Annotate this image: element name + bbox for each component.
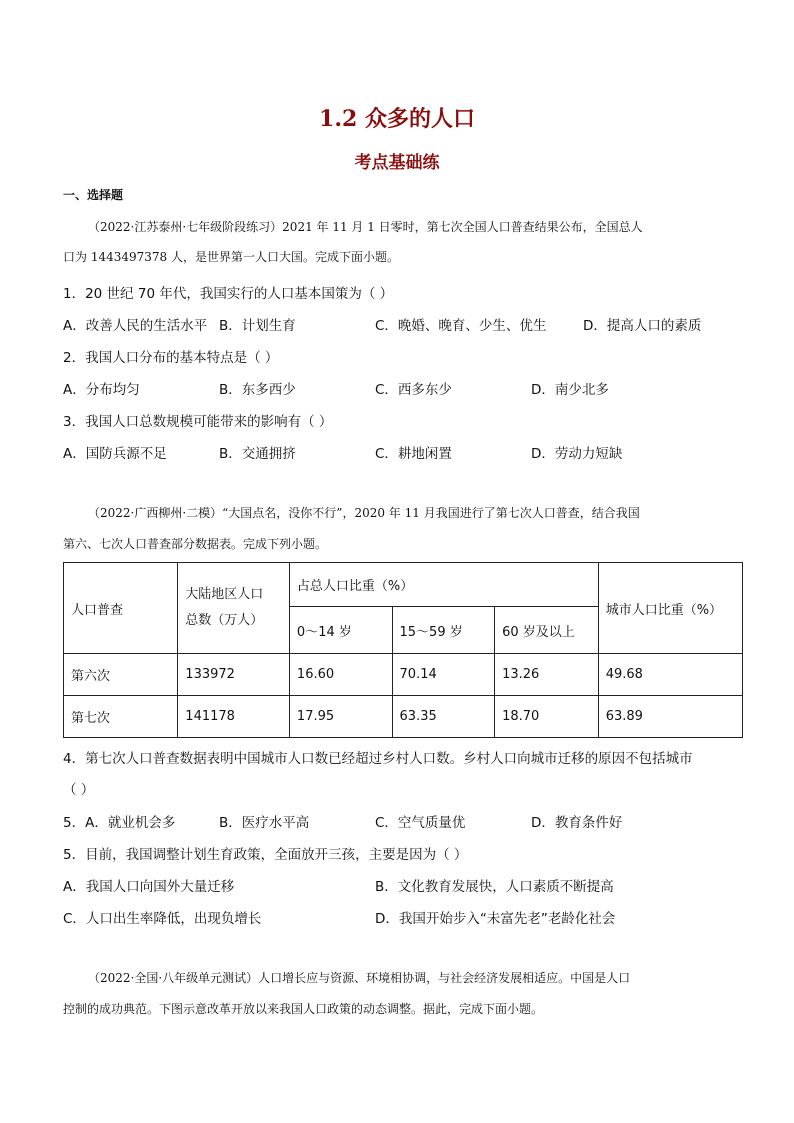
- question-3-stem: 3．我国人口总数规模可能带来的影响有（ ）: [63, 414, 333, 430]
- header-age-15-59: 15～59 岁: [392, 607, 495, 654]
- question-5-stem: 5．目前，我国调整计划生育政策，全面放开三孩，主要是因为（ ）: [63, 847, 468, 863]
- passage3-line2: 控制的成功典范。下图示意改革开放以来我国人口政策的动态调整。据此，完成下面小题。: [63, 1002, 544, 1016]
- header-urban: 城市人口比重（%）: [598, 563, 742, 654]
- section-heading: 一、选择题: [63, 188, 124, 202]
- row-age-15-59: 63.35: [392, 696, 495, 738]
- row-total: 141178: [178, 696, 290, 738]
- q3-option-a[interactable]: A．国防兵源不足: [63, 446, 167, 462]
- row-name: 第六次: [64, 654, 178, 696]
- header-mainland: [178, 563, 290, 654]
- q4-option-b[interactable]: B．医疗水平高: [219, 815, 310, 831]
- q1-option-c[interactable]: C．晚婚、晚育、少生、优生: [375, 318, 547, 334]
- q3-option-d[interactable]: D．劳动力短缺: [531, 446, 623, 462]
- q2-option-a[interactable]: A．分布均匀: [63, 382, 140, 398]
- row-urban: 49.68: [598, 654, 742, 696]
- row-age-15-59: 70.14: [392, 654, 495, 696]
- header-ratio: 占总人口比重（%）: [289, 563, 598, 607]
- row-name: 第七次: [64, 696, 178, 738]
- q1-option-d[interactable]: D．提高人口的素质: [583, 318, 702, 334]
- q2-option-d[interactable]: D．南少北多: [531, 382, 609, 398]
- q4-option-d[interactable]: D．教育条件好: [531, 815, 623, 831]
- question-4-stem: 4．第七次人口普查数据表明中国城市人口数已经超过乡村人口数。乡村人口向城市迁移的原因不包括城市: [63, 751, 693, 767]
- table-row: [64, 654, 743, 696]
- question-4-paren: （ ）: [63, 782, 95, 798]
- header-census: 人口普查: [64, 563, 178, 654]
- row-age-0-14: 17.95: [289, 696, 392, 738]
- header-age-0-14: 0～14 岁: [289, 607, 392, 654]
- page-subtitle: 考点基础练: [354, 153, 440, 173]
- q2-option-c[interactable]: C．西多东少: [375, 382, 452, 398]
- row-total: 133972: [178, 654, 290, 696]
- q3-option-b[interactable]: B．交通拥挤: [219, 446, 296, 462]
- header-mainland-line2: 总数（万人）: [185, 613, 264, 628]
- table-row: [64, 696, 743, 738]
- q1-option-b[interactable]: B．计划生育: [219, 318, 296, 334]
- q2-option-b[interactable]: B．东多西少: [219, 382, 296, 398]
- header-age-60-plus: 60 岁及以上: [495, 607, 599, 654]
- row-age-60-plus: 13.26: [495, 654, 599, 696]
- q5-option-c[interactable]: C．人口出生率降低，出现负增长: [63, 911, 262, 927]
- q5-option-a[interactable]: A．我国人口向国外大量迁移: [63, 879, 235, 895]
- header-mainland-line1: 大陆地区人口: [185, 587, 264, 602]
- row-urban: 63.89: [598, 696, 742, 738]
- q4-option-a[interactable]: 5．A．就业机会多: [63, 815, 176, 831]
- row-age-0-14: 16.60: [289, 654, 392, 696]
- question-1-stem: 1．20 世纪 70 年代，我国实行的人口基本国策为（ ）: [63, 286, 394, 302]
- question-2-stem: 2．我国人口分布的基本特点是（ ）: [63, 350, 279, 366]
- passage2-line1: （2022·广西柳州·二模）“大国点名，没你不行”，2020 年 11 月我国进行了第七次人口普查，结合我国: [88, 506, 640, 520]
- row-age-60-plus: 18.70: [495, 696, 599, 738]
- passage2-line2: 第六、七次人口普查部分数据表。完成下列小题。: [63, 537, 328, 551]
- q5-option-b[interactable]: B．文化教育发展快，人口素质不断提高: [375, 879, 614, 895]
- census-table: [63, 562, 743, 738]
- q3-option-c[interactable]: C．耕地闲置: [375, 446, 452, 462]
- passage1-line2: 口为 1443497378 人，是世界第一人口大国。完成下面小题。: [63, 250, 399, 264]
- passage1-line1: （2022·江苏泰州·七年级阶段练习）2021 年 11 月 1 日零时，第七次全国人口普查结果公布，全国总人: [88, 220, 643, 234]
- passage3-line1: （2022·全国·八年级单元测试）人口增长应与资源、环境相协调，与社会经济发展相适应。中国是人口: [88, 971, 631, 985]
- q5-option-d[interactable]: D．我国开始步入“未富先老”老龄化社会: [375, 911, 616, 927]
- q1-option-a[interactable]: A．改善人民的生活水平: [63, 318, 208, 334]
- page-title: 1.2 众多的人口: [319, 106, 475, 132]
- q4-option-c[interactable]: C．空气质量优: [375, 815, 466, 831]
